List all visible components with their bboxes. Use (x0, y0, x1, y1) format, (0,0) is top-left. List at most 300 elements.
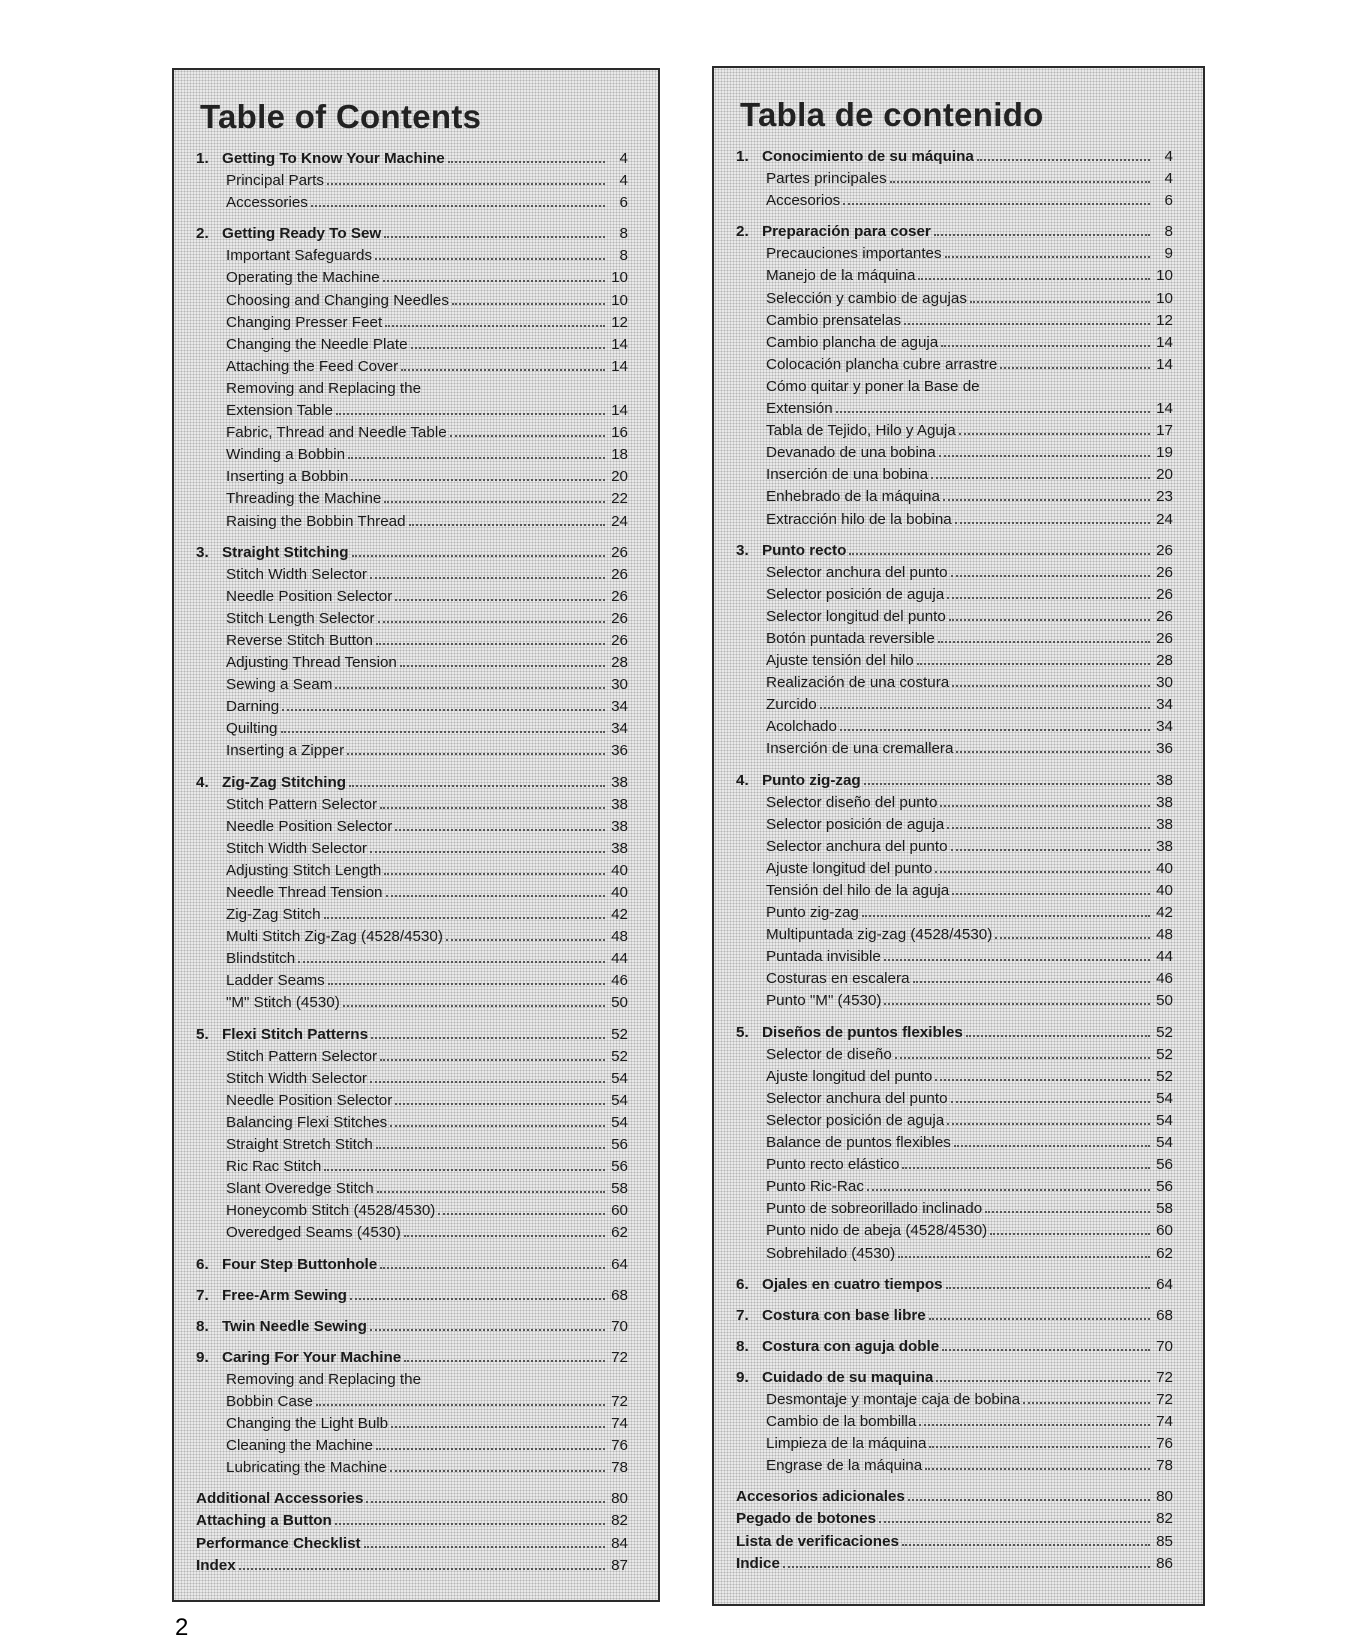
toc-subentry (196, 674, 628, 696)
page-ref: 52 (1156, 1023, 1173, 1041)
entry-label: Needle Position Selector (226, 817, 393, 835)
toc-subentry (196, 1435, 628, 1457)
toc-subentry (736, 420, 1173, 442)
entry-label: Ladder Seams (226, 972, 325, 990)
toc-subentry (196, 970, 628, 992)
entry-label: Puntada invisible (766, 948, 881, 966)
page-ref: 14 (1156, 355, 1173, 373)
entry-label: Costura con aguja doble (762, 1337, 940, 1355)
entry-label: Costuras en escalera (766, 970, 910, 988)
entry-label: Punto nido de abeja (4528/4530) (766, 1222, 988, 1240)
toc-subentry (196, 170, 628, 192)
toc-subentry (736, 1176, 1173, 1198)
entry-label: Selector de diseño (766, 1045, 892, 1063)
page-ref: 76 (1156, 1435, 1173, 1453)
dot-leader (931, 477, 1150, 479)
dot-leader (929, 1446, 1150, 1448)
entry-label: Costura con base libre (762, 1306, 926, 1324)
dot-leader (947, 1123, 1150, 1125)
page-ref: 8 (619, 247, 628, 265)
entry-label: Inserting a Zipper (226, 742, 345, 760)
dot-leader (941, 345, 1150, 347)
toc-subentry (736, 464, 1173, 486)
toc-section (736, 146, 1173, 212)
dot-leader (843, 203, 1150, 205)
entry-label: Stitch Width Selector (226, 839, 367, 857)
page-ref: 38 (1156, 793, 1173, 811)
dot-leader (411, 347, 605, 349)
toc-section-heading (736, 1305, 1173, 1327)
entry-label: Extensión (766, 400, 833, 418)
dot-leader (929, 1318, 1150, 1320)
dot-leader (384, 501, 605, 503)
page-ref: 58 (611, 1180, 628, 1198)
toc-subentry (196, 267, 628, 289)
page-ref: 64 (611, 1255, 628, 1273)
page-ref: 28 (611, 654, 628, 672)
toc-subentry (736, 442, 1173, 464)
entry-label: Sewing a Seam (226, 676, 333, 694)
toc-subentry (736, 1433, 1173, 1455)
page-ref: 14 (611, 402, 628, 420)
dot-leader (995, 937, 1150, 939)
dot-leader (377, 1191, 605, 1193)
dot-leader (934, 234, 1150, 236)
toc-subentry (196, 1369, 628, 1391)
dot-leader (956, 751, 1150, 753)
toc-subentry (736, 288, 1173, 310)
entry-label: Enhebrado de la máquina (766, 488, 940, 506)
entry-label: Cómo quitar y poner la Base de (766, 377, 980, 395)
dot-leader (390, 1470, 605, 1472)
entry-label: Accesorios (766, 192, 841, 210)
section-number: 4. (736, 771, 749, 789)
page-ref: 54 (611, 1113, 628, 1131)
entry-label: Limpieza de la máquina (766, 1435, 927, 1453)
entry-label: Conocimiento de su máquina (762, 148, 974, 165)
dot-leader (985, 1211, 1150, 1213)
dot-leader (902, 1167, 1150, 1169)
page-ref: 72 (611, 1392, 628, 1410)
toc-subentry (196, 948, 628, 970)
spanish-toc-title: Tabla de contenido (740, 96, 1044, 133)
page-ref: 10 (1156, 267, 1173, 285)
toc-subentry (736, 946, 1173, 968)
toc-section (196, 148, 628, 214)
entry-label: Important Safeguards (226, 247, 373, 265)
toc-section (196, 1347, 628, 1480)
page-ref: 12 (1156, 311, 1173, 329)
toc-subentry (736, 1044, 1173, 1066)
dot-leader (364, 1546, 605, 1548)
dot-leader (400, 665, 605, 667)
dot-leader (942, 1349, 1150, 1351)
toc-section-heading (196, 148, 628, 170)
page-ref: 34 (1156, 696, 1173, 714)
entry-label: Getting To Know Your Machine (222, 150, 445, 167)
dot-leader (384, 873, 605, 875)
page-ref: 87 (611, 1556, 628, 1574)
page-ref: 34 (1156, 718, 1173, 736)
entry-label: Four Step Buttonhole (222, 1255, 378, 1273)
toc-subentry (736, 924, 1173, 946)
page-ref: 10 (1156, 289, 1173, 307)
dot-leader (404, 1235, 605, 1237)
dot-leader (925, 1468, 1150, 1470)
toc-extra-entry (196, 1488, 628, 1510)
entry-label: Darning (226, 698, 280, 716)
toc-subentry (196, 1178, 628, 1200)
page-ref: 78 (1156, 1457, 1173, 1475)
page-ref: 26 (611, 543, 628, 561)
dot-leader (281, 731, 606, 733)
dot-leader (939, 455, 1150, 457)
toc-subentry (736, 398, 1173, 420)
toc-extra-entry (196, 1510, 628, 1532)
entry-label: Selector posición de aguja (766, 815, 945, 833)
toc-extras (196, 1488, 628, 1576)
dot-leader (935, 871, 1150, 873)
page-ref: 34 (611, 720, 628, 738)
entry-label: Colocación plancha cubre arrastre (766, 355, 998, 373)
dot-leader (884, 959, 1150, 961)
page-ref: 28 (1156, 652, 1173, 670)
toc-subentry (736, 486, 1173, 508)
entry-label: Bobbin Case (226, 1392, 313, 1410)
dot-leader (327, 183, 605, 185)
dot-leader (902, 1544, 1150, 1546)
toc-section (196, 1316, 628, 1338)
page-ref: 46 (1156, 970, 1173, 988)
page-ref: 34 (611, 698, 628, 716)
toc-subentry (736, 902, 1173, 924)
page-ref: 26 (1156, 585, 1173, 603)
page-ref: 26 (1156, 563, 1173, 581)
dot-leader (849, 553, 1150, 555)
entry-label: Getting Ready To Sew (222, 225, 382, 243)
entry-label: Punto de sobreorillado inclinado (766, 1200, 983, 1218)
entry-label: Ajuste longitud del punto (766, 859, 933, 877)
entry-label: Ajuste tensión del hilo (766, 652, 914, 670)
toc-subentry (736, 562, 1173, 584)
dot-leader (324, 1169, 605, 1171)
page-ref: 26 (611, 565, 628, 583)
dot-leader (370, 851, 605, 853)
entry-label: Balance de puntos flexibles (766, 1134, 951, 1152)
toc-section (196, 772, 628, 1015)
toc-extra-entry (196, 1555, 628, 1577)
entry-label: Inserción de una bobina (766, 466, 929, 484)
dot-leader (867, 1189, 1150, 1191)
entry-label: Changing the Needle Plate (226, 335, 408, 353)
toc-subentry (196, 1156, 628, 1178)
toc-subentry (736, 694, 1173, 716)
entry-label: Winding a Bobbin (226, 446, 346, 464)
entry-label: Zig-Zag Stitching (222, 773, 347, 791)
toc-subentry (196, 608, 628, 630)
toc-extras (736, 1486, 1173, 1574)
entry-label: Adjusting Stitch Length (226, 861, 382, 879)
section-number: 6. (736, 1275, 749, 1293)
toc-subentry (196, 1134, 628, 1156)
dot-leader (959, 433, 1150, 435)
dot-leader (370, 1329, 605, 1331)
english-toc-panel (172, 68, 660, 1602)
page-ref: 24 (611, 512, 628, 530)
dot-leader (239, 1568, 605, 1570)
dot-leader (951, 575, 1150, 577)
dot-leader (401, 369, 605, 371)
page-ref: 26 (1156, 629, 1173, 647)
toc-section (196, 1254, 628, 1276)
toc-subentry (196, 192, 628, 214)
dot-leader (383, 280, 605, 282)
entry-label: Ric Rac Stitch (226, 1158, 322, 1176)
toc-section (736, 540, 1173, 761)
entry-label: Free-Arm Sewing (222, 1286, 347, 1304)
page-ref: 82 (611, 1512, 628, 1530)
page-ref: 22 (611, 490, 628, 508)
toc-subentry (736, 1132, 1173, 1154)
dot-leader (395, 1103, 605, 1105)
section-number: 3. (196, 543, 209, 561)
page-ref: 18 (611, 446, 628, 464)
dot-leader (311, 205, 605, 207)
dot-leader (446, 939, 605, 941)
page-ref: 42 (611, 906, 628, 924)
dot-leader (386, 895, 606, 897)
page-ref: 48 (1156, 926, 1173, 944)
entry-label: Lubricating the Machine (226, 1459, 388, 1477)
toc-subentry (196, 1413, 628, 1435)
dot-leader (328, 983, 605, 985)
entry-label: Pegado de botones (736, 1510, 877, 1528)
section-number: 2. (196, 225, 209, 243)
page-ref: 50 (611, 994, 628, 1012)
page-ref: 38 (1156, 815, 1173, 833)
page-ref: 40 (1156, 859, 1173, 877)
dot-leader (366, 1501, 605, 1503)
entry-label: Cambio prensatelas (766, 311, 902, 329)
toc-subentry (196, 586, 628, 608)
section-number: 2. (736, 223, 749, 241)
toc-subentry (196, 312, 628, 334)
section-number: 1. (196, 150, 209, 167)
page-ref: 76 (611, 1437, 628, 1455)
dot-leader (348, 457, 605, 459)
dot-leader (380, 807, 605, 809)
toc-subentry (196, 400, 628, 422)
page-ref: 40 (611, 861, 628, 879)
dot-leader (966, 1035, 1150, 1037)
entry-label: Partes principales (766, 170, 887, 188)
dot-leader (375, 258, 605, 260)
toc-section (196, 542, 628, 763)
dot-leader (450, 435, 605, 437)
entry-label: "M" Stitch (4530) (226, 994, 340, 1012)
page-ref: 58 (1156, 1200, 1173, 1218)
page-ref: 52 (611, 1025, 628, 1043)
toc-subentry (736, 1088, 1173, 1110)
page-ref: 62 (1156, 1244, 1173, 1262)
toc-extra-entry (736, 1531, 1173, 1553)
page-ref: 38 (611, 795, 628, 813)
page-ref: 54 (1156, 1111, 1173, 1129)
page-ref: 26 (611, 631, 628, 649)
toc-subentry (196, 992, 628, 1014)
entry-label: Engrase de la máquina (766, 1457, 923, 1475)
section-number: 5. (736, 1023, 749, 1041)
entry-label: Precauciones importantes (766, 245, 942, 263)
toc-subentry (736, 814, 1173, 836)
entry-label: Raising the Bobbin Thread (226, 512, 406, 530)
dot-leader (908, 1499, 1150, 1501)
dot-leader (840, 729, 1150, 731)
dot-leader (954, 1145, 1150, 1147)
entry-label: Stitch Pattern Selector (226, 1047, 378, 1065)
toc-subentry (196, 356, 628, 378)
entry-label: Punto zig-zag (762, 771, 861, 789)
toc-section (736, 1367, 1173, 1477)
toc-subentry (736, 968, 1173, 990)
page-ref: 64 (1156, 1275, 1173, 1293)
toc-section-heading (196, 1024, 628, 1046)
dot-leader (335, 687, 605, 689)
page-ref: 44 (611, 950, 628, 968)
dot-leader (864, 783, 1150, 785)
dot-leader (820, 707, 1150, 709)
page-ref: 38 (611, 817, 628, 835)
entry-label: Sobrehilado (4530) (766, 1244, 896, 1262)
dot-leader (385, 325, 605, 327)
page-ref: 12 (611, 313, 628, 331)
toc-subentry (736, 1389, 1173, 1411)
toc-subentry (196, 564, 628, 586)
section-number: 6. (196, 1255, 209, 1273)
entry-label: Punto recto (762, 541, 847, 559)
page-ref: 9 (1164, 245, 1173, 263)
dot-leader (391, 1426, 605, 1428)
entry-label: Fabric, Thread and Needle Table (226, 424, 447, 442)
entry-label: Zig-Zag Stitch (226, 906, 321, 924)
entry-label: Straight Stretch Stitch (226, 1136, 373, 1154)
toc-subentry (196, 696, 628, 718)
toc-section-heading (736, 540, 1173, 562)
entry-label: Changing the Light Bulb (226, 1415, 389, 1433)
page-ref: 4 (1164, 170, 1173, 188)
entry-label: Desmontaje y montaje caja de bobina (766, 1390, 1021, 1408)
entry-label: Tabla de Tejido, Hilo y Aguja (766, 422, 956, 440)
toc-subentry (736, 650, 1173, 672)
dot-leader (952, 893, 1150, 895)
dot-leader (350, 1298, 605, 1300)
toc-section (196, 223, 628, 532)
entry-label: Balancing Flexi Stitches (226, 1113, 388, 1131)
entry-label: Threading the Machine (226, 490, 382, 508)
toc-subentry (196, 794, 628, 816)
page-ref: 85 (1156, 1532, 1173, 1550)
toc-subentry (736, 376, 1173, 398)
entry-label: Inserción de una cremallera (766, 740, 954, 758)
toc-subentry (196, 1112, 628, 1134)
dot-leader (351, 479, 605, 481)
page-ref: 80 (611, 1490, 628, 1508)
section-number: 7. (736, 1306, 749, 1324)
entry-label: Removing and Replacing the (226, 1370, 422, 1388)
toc-section-heading (736, 1274, 1173, 1296)
toc-subentry (736, 168, 1173, 190)
page-ref: 72 (1156, 1368, 1173, 1386)
entry-label: Changing Presser Feet (226, 313, 383, 331)
toc-section-heading (196, 772, 628, 794)
entry-label: Selector anchura del punto (766, 563, 948, 581)
toc-section (736, 1305, 1173, 1327)
entry-label: Punto zig-zag (766, 904, 859, 922)
page-ref: 84 (611, 1534, 628, 1552)
dot-leader (946, 1287, 1150, 1289)
entry-label: Operating the Machine (226, 269, 380, 287)
entry-label: Selector longitud del punto (766, 607, 946, 625)
toc-subentry (196, 290, 628, 312)
page-ref: 10 (611, 291, 628, 309)
dot-leader (1000, 367, 1150, 369)
toc-section (736, 221, 1173, 530)
dot-leader (343, 1005, 605, 1007)
dot-leader (949, 619, 1150, 621)
toc-subentry (196, 882, 628, 904)
entry-label: Choosing and Changing Needles (226, 291, 449, 309)
dot-leader (380, 1059, 605, 1061)
page-ref: 38 (611, 839, 628, 857)
entry-label: Selector diseño del punto (766, 793, 938, 811)
section-number: 8. (736, 1337, 749, 1355)
dot-leader (409, 524, 605, 526)
toc-extra-entry (736, 1553, 1173, 1575)
entry-label: Removing and Replacing the (226, 379, 422, 397)
dot-leader (282, 709, 605, 711)
toc-subentry (736, 672, 1173, 694)
page-ref: 16 (611, 424, 628, 442)
toc-subentry (196, 1222, 628, 1244)
toc-subentry (736, 716, 1173, 738)
entry-label: Preparación para coser (762, 223, 931, 241)
toc-section (196, 1024, 628, 1245)
toc-subentry (736, 606, 1173, 628)
dot-leader (349, 785, 605, 787)
page-ref: 19 (1156, 444, 1173, 462)
toc-subentry (736, 310, 1173, 332)
toc-subentry (196, 718, 628, 740)
dot-leader (917, 663, 1150, 665)
dot-leader (378, 621, 605, 623)
dot-leader (898, 1256, 1150, 1258)
page-ref: 14 (611, 335, 628, 353)
page-ref: 30 (611, 676, 628, 694)
section-number: 9. (196, 1348, 209, 1366)
page-ref: 26 (1156, 607, 1173, 625)
page-ref: 6 (619, 194, 628, 212)
toc-subentry (736, 1455, 1173, 1477)
dot-leader (380, 1267, 605, 1269)
toc-subentry (196, 511, 628, 533)
dot-leader (336, 413, 605, 415)
entry-label: Manejo de la máquina (766, 267, 916, 285)
page-ref: 82 (1156, 1510, 1173, 1528)
page-ref: 40 (611, 884, 628, 901)
dot-leader (945, 256, 1150, 258)
section-number: 5. (196, 1025, 209, 1043)
toc-subentry (736, 1411, 1173, 1433)
